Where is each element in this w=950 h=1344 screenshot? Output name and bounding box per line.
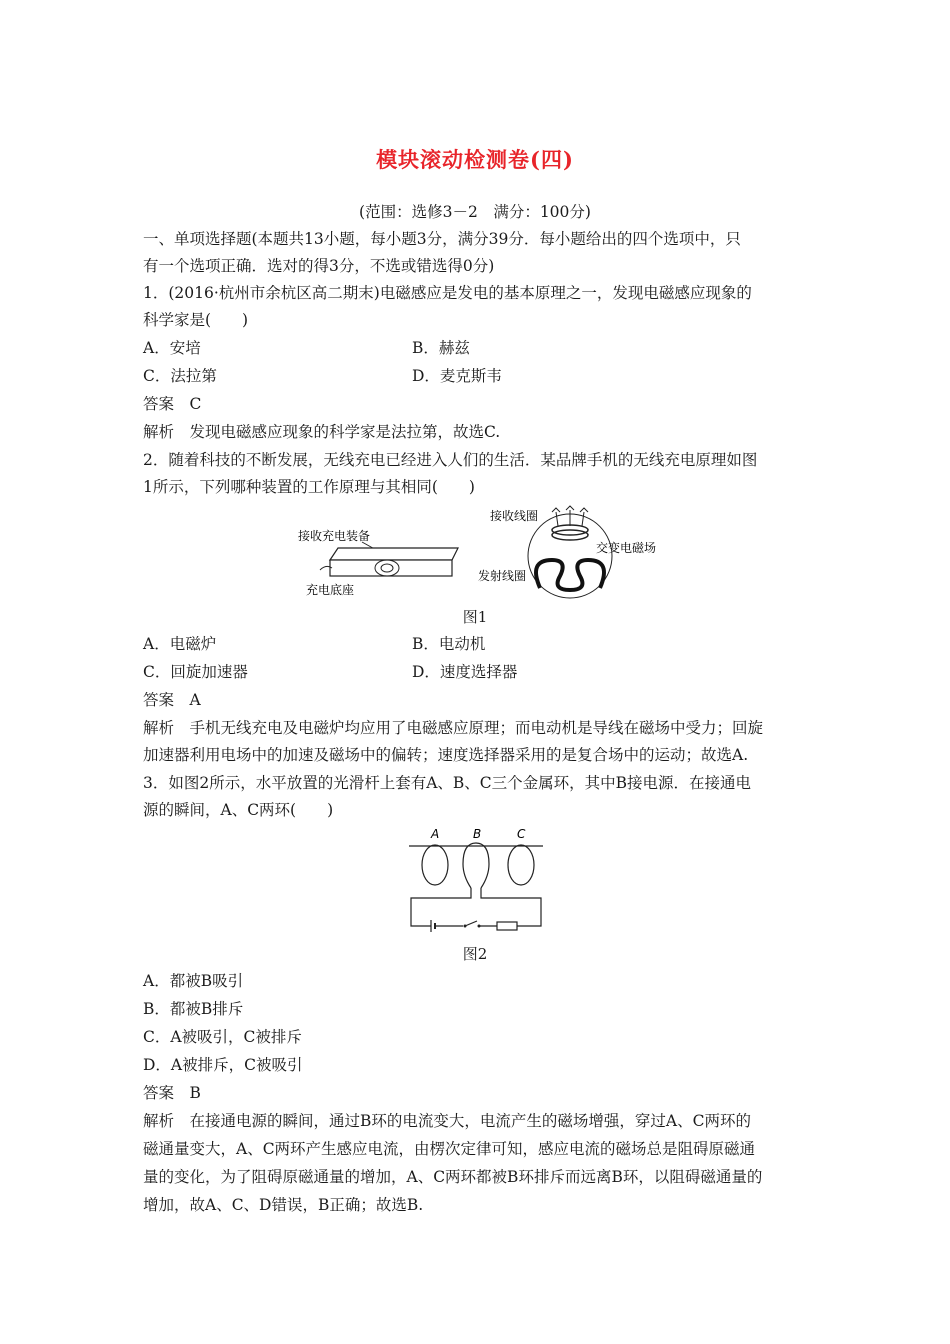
page-title: 模块滚动检测卷(四) bbox=[376, 147, 574, 172]
q1-option-b: B．赫兹 bbox=[412, 339, 470, 357]
q1-option-d: D．麦克斯韦 bbox=[412, 367, 502, 385]
q1-option-c: C．法拉第 bbox=[143, 367, 217, 385]
q3-option-b: B．都被B排斥 bbox=[143, 1000, 244, 1018]
q2-option-d: D．速度选择器 bbox=[412, 663, 518, 681]
q1-answer: 答案 C bbox=[143, 395, 202, 413]
q2-stem-line-1: 2．随着科技的不断发展，无线充电已经进入人们的生活．某品牌手机的无线充电原理如图 bbox=[143, 451, 758, 469]
label-alternating-field: 交变电磁场 bbox=[596, 541, 657, 555]
ring-c bbox=[508, 845, 534, 885]
ring-a bbox=[422, 845, 448, 885]
figure-2-caption: 图2 bbox=[462, 945, 488, 963]
label-receive-coil: 接收线圈 bbox=[490, 509, 539, 523]
q2-option-c: C．回旋加速器 bbox=[143, 663, 248, 681]
q3-analysis-line-3: 量的变化，为了阻碍原磁通量的增加，A、C两环都被B环排斥而远离B环，以阻碍磁通量的 bbox=[143, 1168, 763, 1186]
q2-answer: 答案 A bbox=[143, 691, 201, 709]
q3-option-a: A．都被B吸引 bbox=[143, 972, 244, 990]
ring-b bbox=[463, 843, 489, 888]
label-base: 充电底座 bbox=[306, 583, 355, 597]
figure-2-rings-circuit bbox=[405, 826, 550, 936]
ring-b-label: B bbox=[473, 827, 482, 841]
q3-analysis-line-2: 磁通量变大，A、C两环产生感应电流，由楞次定律可知，感应电流的磁场总是阻碍原磁通 bbox=[143, 1140, 756, 1158]
label-receiver-device: 接收充电装备 bbox=[298, 529, 371, 543]
section-header-line-1: 一、单项选择题(本题共13小题，每小题3分，满分39分．每小题给出的四个选项中，只 bbox=[143, 230, 741, 248]
ring-a-label: A bbox=[431, 827, 440, 841]
q1-stem-line-2: 科学家是( ) bbox=[143, 311, 249, 329]
q3-stem-line-1: 3．如图2所示，水平放置的光滑杆上套有A、B、C三个金属环，其中B接电源．在接通电 bbox=[143, 774, 752, 792]
ring-c-label: C bbox=[517, 827, 526, 841]
q2-option-b: B．电动机 bbox=[412, 635, 486, 653]
q3-option-d: D．A被排斥，C被吸引 bbox=[143, 1056, 303, 1074]
q3-analysis-line-1: 解析 在接通电源的瞬间，通过B环的电流变大，电流产生的磁场增强，穿过A、C两环的 bbox=[143, 1112, 751, 1130]
q2-option-a: A．电磁炉 bbox=[143, 635, 217, 653]
section-header-line-2: 有一个选项正确．选对的得3分，不选或错选得0分) bbox=[143, 257, 495, 275]
figure-1-caption: 图1 bbox=[462, 608, 488, 626]
q1-stem-line-1: 1．(2016·杭州市余杭区高二期末)电磁感应是发电的基本原理之一，发现电磁感应现象的 bbox=[143, 284, 752, 302]
q3-answer: 答案 B bbox=[143, 1084, 201, 1102]
circuit-wire bbox=[411, 888, 471, 926]
exam-scope: (范围：选修3－2 满分：100分) bbox=[359, 203, 591, 221]
q3-stem-line-2: 源的瞬间，A、C两环( ) bbox=[143, 801, 334, 819]
resistor-icon bbox=[497, 922, 517, 930]
charging-base bbox=[330, 560, 452, 576]
q3-option-c: C．A被吸引，C被排斥 bbox=[143, 1028, 302, 1046]
phone-outline bbox=[330, 548, 458, 560]
q3-analysis-line-4: 增加，故A、C、D错误，B正确；故选B. bbox=[143, 1196, 424, 1214]
figure-1-wireless-charging bbox=[290, 504, 670, 602]
q2-analysis-line-1: 解析 手机无线充电及电磁炉均应用了电磁感应原理；而电动机是导线在磁场中受力；回旋 bbox=[143, 719, 764, 737]
q2-analysis-line-2: 加速器利用电场中的加速及磁场中的偏转；速度选择器采用的是复合场中的运动；故选A. bbox=[143, 746, 749, 764]
transmit-coil-icon bbox=[536, 560, 604, 590]
q2-stem-line-2: 1所示，下列哪种装置的工作原理与其相同( ) bbox=[143, 478, 475, 496]
q1-option-a: A．安培 bbox=[143, 339, 201, 357]
q1-analysis: 解析 发现电磁感应现象的科学家是法拉第，故选C. bbox=[143, 423, 501, 441]
label-transmit-coil: 发射线圈 bbox=[478, 569, 527, 583]
